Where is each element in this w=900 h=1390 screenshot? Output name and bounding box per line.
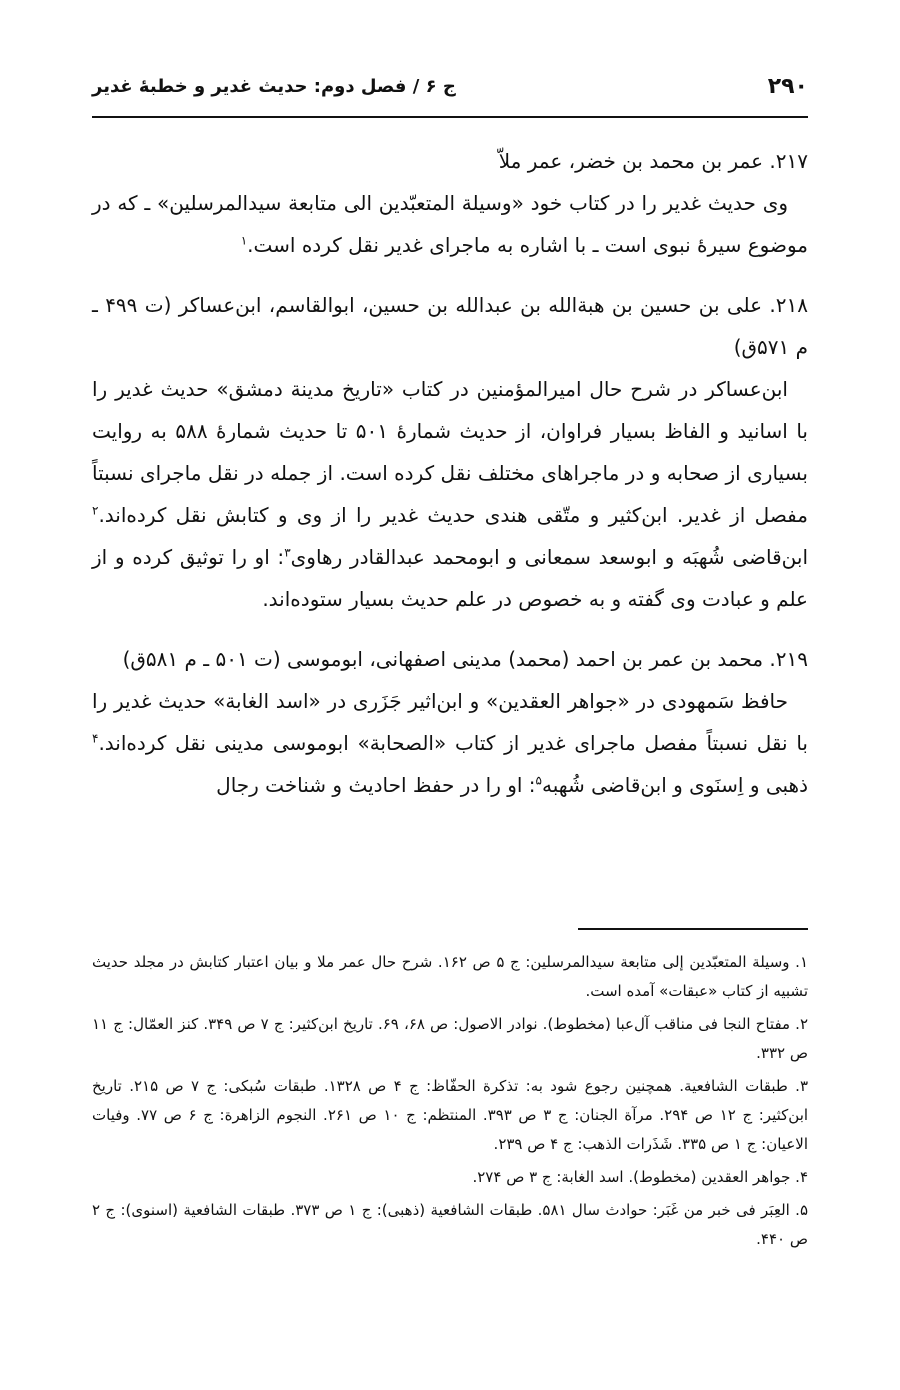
entry-217-title: ۲۱۷. عمر بن محمد بن خضر، عمر ملاّ: [498, 149, 808, 173]
running-title: ج ۶ / فصل دوم: حدیث غدیر و خطبهٔ غدیر: [92, 76, 456, 97]
footnote-2: ۲. مفتاح النجا فی مناقب آل‌عبا (مخطوط). نوادر الاصول: ص ۶۸، ۶۹. تاریخ ابن‌کثیر: ج ۷ ص ۳۴۹. کنز العمّال: ج ۱۱ ص ۳۳۲.: [92, 1015, 809, 1062]
main-text: [92, 140, 808, 816]
entry-218-title: ۲۱۸. علی بن حسین بن هبةالله بن عبدالله بن حسین، ابوالقاسم، ابن‌عساکر (ت ۴۹۹ ـ م ۵۷۱ق): [92, 293, 809, 359]
entry-218-paragraph: ابن‌عساکر در شرح حال امیرالمؤمنین در کتاب «تاریخ مدینة دمشق» حدیث غدیر را با اسانید و الفاظ بسیار فراوان، از حدیث شمارهٔ ۵۰۱ تا حدیث شمارهٔ ۵۸۸ به روایت بسیاری از صحابه و در ماجراهای مختلف نقل کرده است. از جمله در نقل ماجرای نسبتاً مفصل از غدیر. ابن‌کثیر و متّقی هندی حدیث غدیر را از وی و کتابش نقل کرده‌اند.$^۲$ ابن‌قاضی شُهبَه و ابوسعد سمعانی و ابومحمد عبدالقادر رهاوی$^۳$: او را توثیق کرده و از علم و عبادت وی گفته و به خصوص در علم حدیث بسیار ستوده‌اند.: [92, 377, 808, 611]
footnote-1: ۱. وسیلة المتعبّدین إلی متابعة سیدالمرسلین: ج ۵ ص ۱۶۲. شرح حال عمر ملا و بیان اعتبار کتابش در مجلد حدیث تشبیه از کتاب «عبقات» آمده است.: [92, 953, 809, 1000]
footnotes: [92, 948, 808, 1258]
footnote-3: ۳. طبقات الشافعیة. همچنین رجوع شود به: تذکرة الحفّاظ: ج ۴ ص ۱۳۲۸. طبقات سُبکی: ج ۷ ص ۲۱۵. تاریخ ابن‌کثیر: ج ۱۲ ص ۲۹۴. مرآة الجنان: ج ۳ ص ۳۹۳. المنتظم: ج ۱۰ ص ۲۶۱. النجوم الزاهرة: ج ۶ ص ۷۷. وفیات الاعیان: ج ۱ ص ۳۳۵. شَذَرات الذهب: ج ۴ ص ۲۳۹.: [92, 1077, 809, 1153]
footnote-marker-2[interactable]: ۲: [92, 503, 99, 518]
book-page: [92, 0, 808, 1390]
entry-219-paragraph: حافظ سَمهودی در «جواهر العقدین» و ابن‌اثیر جَزَری در «اسد الغابة» حدیث غدیر را با نقل نسبتاً مفصل ماجرای غدیر از کتاب «الصحابة» ابوموسی مدینی نقل کرده‌اند.$^۴$ ذهبی و اِسنَوی و ابن‌قاضی شُهبه$^۵$: او را در حفظ احادیث و شناخت رجال: [92, 689, 808, 797]
footnote-5: ۵. العِبَر فی خبر من غَبَر: حوادث سال ۵۸۱. طبقات الشافعیة (ذهبی): ج ۱ ص ۳۷۳. طبقات الشافعیة (اسنوی): ج ۲ ص ۴۴۰.: [92, 1201, 808, 1248]
footnote-marker-5[interactable]: ۵: [535, 773, 542, 788]
entry-217-paragraph: وی حدیث غدیر را در کتاب خود «وسیلة المتعبّدین الی متابعة سیدالمرسلین» ـ که در موضوع سیرهٔ نبوی است ـ با اشاره به ماجرای غدیر نقل کرده است.$^۱$: [92, 191, 808, 257]
footnote-marker-3[interactable]: ۳: [284, 545, 291, 560]
page-header: [92, 72, 808, 118]
footnote-separator: [578, 928, 808, 930]
entry-219-title: ۲۱۹. محمد بن عمر بن احمد (محمد) مدینی اصفهانی، ابوموسی (ت ۵۰۱ ـ م ۵۸۱ق): [122, 647, 808, 671]
footnote-marker-4[interactable]: ۴: [92, 731, 99, 746]
page-number: ۲۹۰: [767, 74, 808, 99]
footnote-4: ۴. جواهر العقدین (مخطوط). اسد الغابة: ج ۳ ص ۲۷۴.: [472, 1168, 808, 1186]
footnote-marker-1[interactable]: ۱: [240, 233, 248, 248]
